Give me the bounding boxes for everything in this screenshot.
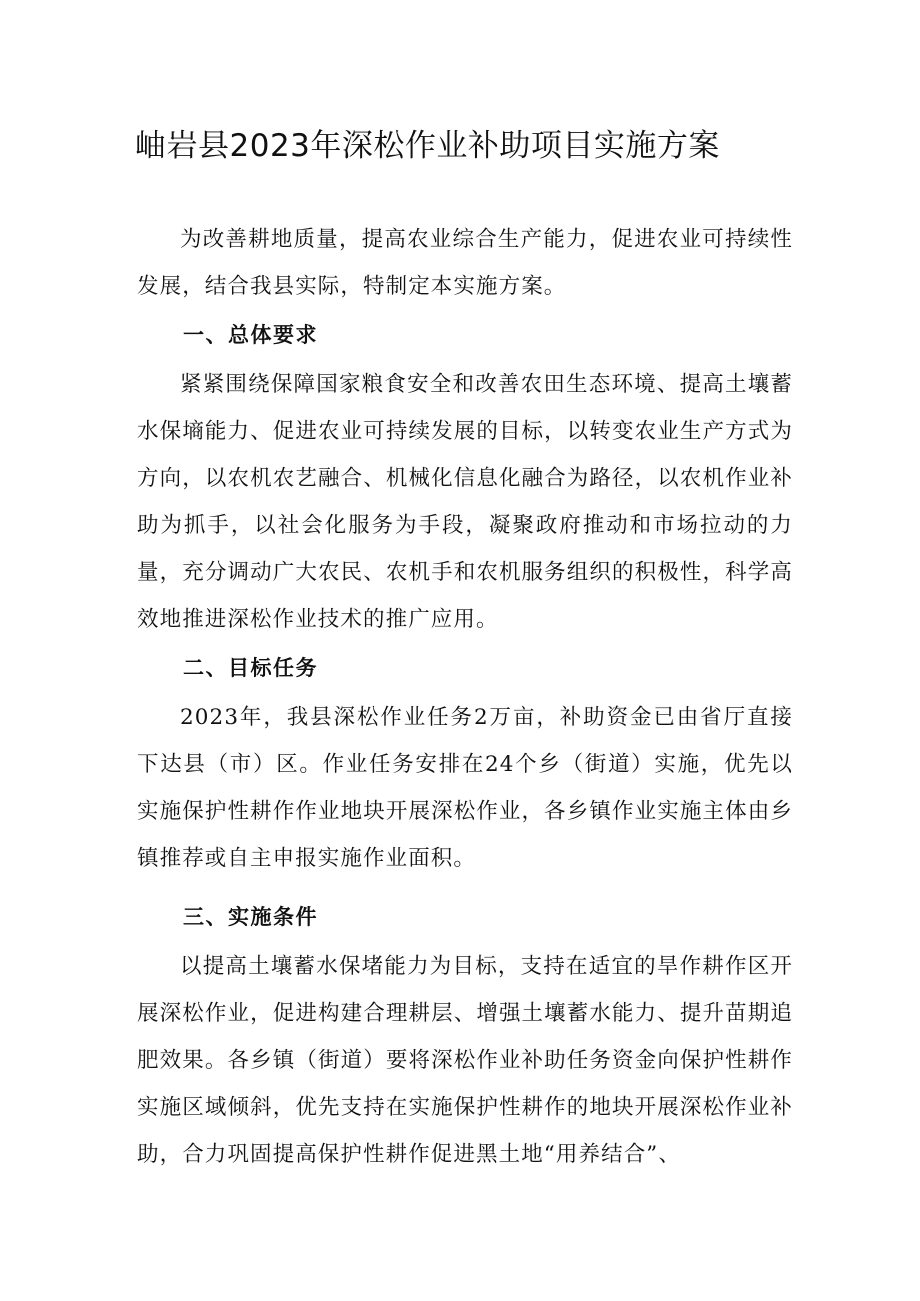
section-paragraph-implementation-conditions: 以提高土壤蓄水保堵能力为目标，支持在适宜的旱作耕作区开展深松作业，促进构建合理耕层、增强土壤蓄水能力、提升苗期追肥效果。各乡镇（街道）要将深松作业补助任务资金向保护性耕作实施区域倾斜，优先支持在实施保护性耕作的地块开展深松作业补助，合力巩固提高保护性耕作促进黑土地“用养结合”、 xyxy=(137,954,793,1167)
section-heading-implementation-conditions: 三、实施条件 xyxy=(183,905,318,929)
intro-paragraph: 为改善耕地质量，提高农业综合生产能力，促进农业可持续性发展，结合我县实际，特制定本实施方案。 xyxy=(137,227,793,299)
document-body xyxy=(137,216,793,1178)
section-paragraph-target-tasks: 2023年，我县深松作业任务2万亩，补助资金已由省厅直接下达县（市）区。作业任务安排在24个乡（街道）实施，优先以实施保护性耕作作业地块开展深松作业，各乡镇作业实施主体由乡镇推荐或自主申报实施作业面积。 xyxy=(137,705,793,871)
section-heading-target-tasks: 二、目标任务 xyxy=(183,656,318,680)
section-paragraph-general-requirements: 紧紧围绕保障国家粮食安全和改善农田生态环境、提高土壤蓄水保墒能力、促进农业可持续发展的目标，以转变农业生产方式为方向，以农机农艺融合、机械化信息化融合为路径，以农机作业补助为抓手，以社会化服务为手段，凝聚政府推动和市场拉动的力量，充分调动广大农民、农机手和农机服务组织的积极性，科学高效地推进深松作业技术的推广应用。 xyxy=(137,372,793,632)
document-title: 岫岩县2023年深松作业补助项目实施方案 xyxy=(135,128,720,164)
section-heading-general-requirements: 一、总体要求 xyxy=(183,323,318,347)
